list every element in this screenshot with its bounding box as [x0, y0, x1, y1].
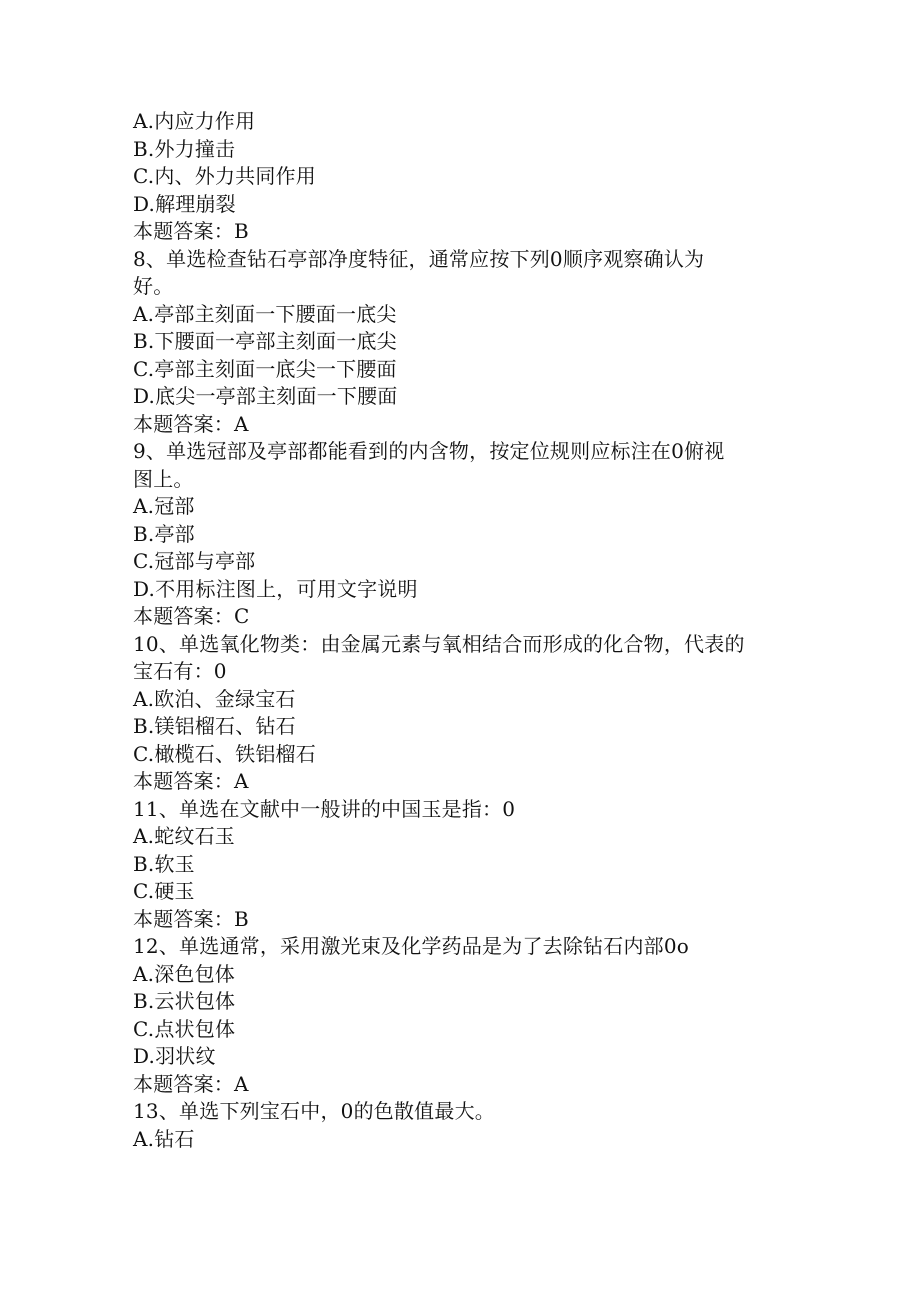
option-line: B.云状包体: [133, 989, 236, 1013]
answer-line: 本题答案：B: [133, 219, 249, 243]
question-line: 9、单选冠部及亭部都能看到的内含物，按定位规则应标注在0俯视: [133, 439, 725, 463]
option-line: A.深色包体: [133, 961, 236, 986]
question-line: 11、单选在文献中一般讲的中国玉是指：0: [133, 796, 516, 821]
option-line: C.亭部主刻面一底尖一下腰面: [133, 356, 397, 381]
option-line: C.橄榄石、铁铝榴石: [133, 741, 316, 766]
question-continuation: 宝石有：0: [133, 659, 227, 683]
option-line: D.底尖一亭部主刻面一下腰面: [133, 384, 398, 408]
answer-line: 本题答案：B: [133, 906, 249, 931]
option-line: C.冠部与亭部: [133, 549, 256, 573]
question-continuation: 图上。: [133, 466, 194, 491]
question-line: 12、单选通常，采用激光束及化学药品是为了去除钻石内部0o: [133, 934, 690, 958]
option-line: D.不用标注图上，可用文字说明: [133, 576, 418, 601]
option-line: D.解理崩裂: [133, 191, 236, 216]
option-line: C.点状包体: [133, 1016, 236, 1041]
answer-line: 本题答案：C: [133, 604, 250, 628]
option-line: B.镁铝榴石、钻石: [133, 714, 296, 738]
document-page: [133, 108, 793, 1153]
option-line: A.钻石: [133, 1126, 195, 1151]
answer-line: 本题答案：A: [133, 769, 249, 793]
option-line: A.欧泊、金绿宝石: [133, 686, 296, 711]
option-line: C.硬玉: [133, 879, 195, 903]
option-line: B.软玉: [133, 851, 195, 876]
option-line: B.下腰面一亭部主刻面一底尖: [133, 329, 397, 353]
option-line: A.冠部: [133, 494, 195, 518]
question-line: 13、单选下列宝石中，0的色散值最大。: [133, 1099, 495, 1123]
option-line: A.蛇纹石玉: [133, 824, 236, 848]
option-line: A.亭部主刻面一下腰面一底尖: [133, 301, 397, 326]
option-line: B.外力撞击: [133, 136, 236, 161]
option-line: A.内应力作用: [133, 109, 256, 133]
question-line: 8、单选检查钻石亭部净度特征，通常应按下列0顺序观察确认为: [133, 246, 705, 271]
option-line: C.内、外力共同作用: [133, 164, 316, 188]
option-line: D.羽状纹: [133, 1044, 216, 1068]
answer-line: 本题答案：A: [133, 1071, 249, 1096]
option-line: B.亭部: [133, 521, 195, 546]
question-line: 10、单选氧化物类：由金属元素与氧相结合而形成的化合物，代表的: [133, 631, 745, 656]
answer-line: 本题答案：A: [133, 411, 249, 436]
question-continuation: 好。: [133, 274, 174, 298]
